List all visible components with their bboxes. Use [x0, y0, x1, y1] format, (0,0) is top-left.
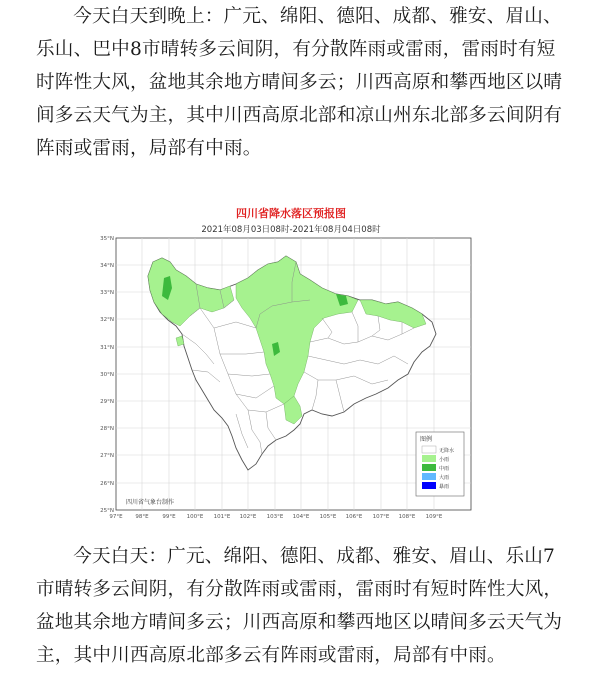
lon-label: 109°E [425, 514, 443, 520]
lat-label: 33°N [100, 290, 114, 296]
lat-label: 30°N [100, 372, 114, 378]
legend-label: 无降水 [439, 448, 455, 454]
lon-label: 108°E [398, 514, 416, 520]
lat-label: 29°N [100, 399, 114, 405]
lon-label: 105°E [319, 514, 337, 520]
map-legend [416, 432, 464, 496]
lon-label: 97°E [109, 514, 123, 520]
legend-label: 小雨 [439, 457, 450, 463]
legend-swatch-rainstorm [422, 482, 436, 489]
map-subtitle: 2021年08月03日08时-2021年08月04日08时 [201, 225, 381, 235]
map-title: 四川省降水落区预报图 [236, 207, 346, 220]
legend-label: 中雨 [439, 466, 450, 472]
lon-label: 104°E [292, 514, 310, 520]
legend-swatch-moderate [422, 464, 436, 471]
legend-title: 图例 [420, 436, 433, 443]
lon-label: 98°E [135, 514, 149, 520]
lon-label: 100°E [186, 514, 204, 520]
lon-label: 99°E [162, 514, 176, 520]
map-credit: 四川省气象台制作 [126, 499, 175, 506]
legend-swatch-none [422, 446, 436, 453]
lat-label: 32°N [100, 317, 114, 323]
lat-label: 26°N [100, 481, 114, 487]
lon-label: 106°E [345, 514, 363, 520]
lat-label: 25°N [100, 508, 114, 514]
lon-label: 101°E [213, 514, 231, 520]
legend-label: 大雨 [439, 475, 450, 481]
lat-label: 28°N [100, 426, 114, 432]
lon-label: 107°E [372, 514, 390, 520]
lat-label: 35°N [100, 236, 114, 242]
legend-swatch-light [422, 455, 436, 462]
paragraph-forecast-day-night: 今天白天到晚上：广元、绵阳、德阳、成都、雅安、眉山、乐山、巴中8市晴转多云间阴，有分散阵雨或雷雨，雷雨时有短时阵性大风，盆地其余地方晴间多云；川西高原和攀西地区以晴间多云天气为主，其中川西高原北部和凉山州东北部多云间阴有阵雨或雷雨，局部有中雨。 [36, 6, 563, 159]
legend-swatch-heavy [422, 473, 436, 480]
lat-label: 27°N [100, 453, 114, 459]
lon-label: 102°E [239, 514, 257, 520]
legend-label: 暴雨 [439, 484, 450, 490]
precipitation-forecast-map [96, 204, 483, 524]
lat-label: 31°N [100, 345, 114, 351]
lon-label: 103°E [266, 514, 284, 520]
paragraph-forecast-day: 今天白天：广元、绵阳、德阳、成都、雅安、眉山、乐山7市晴转多云间阴，有分散阵雨或雷雨，雷雨时有短时阵性大风，盆地其余地方晴间多云；川西高原和攀西地区以晴间多云天气为主，其中川西高原北部多云有阵雨或雷雨，局部有中雨。 [36, 546, 563, 666]
lat-label: 34°N [100, 263, 114, 269]
